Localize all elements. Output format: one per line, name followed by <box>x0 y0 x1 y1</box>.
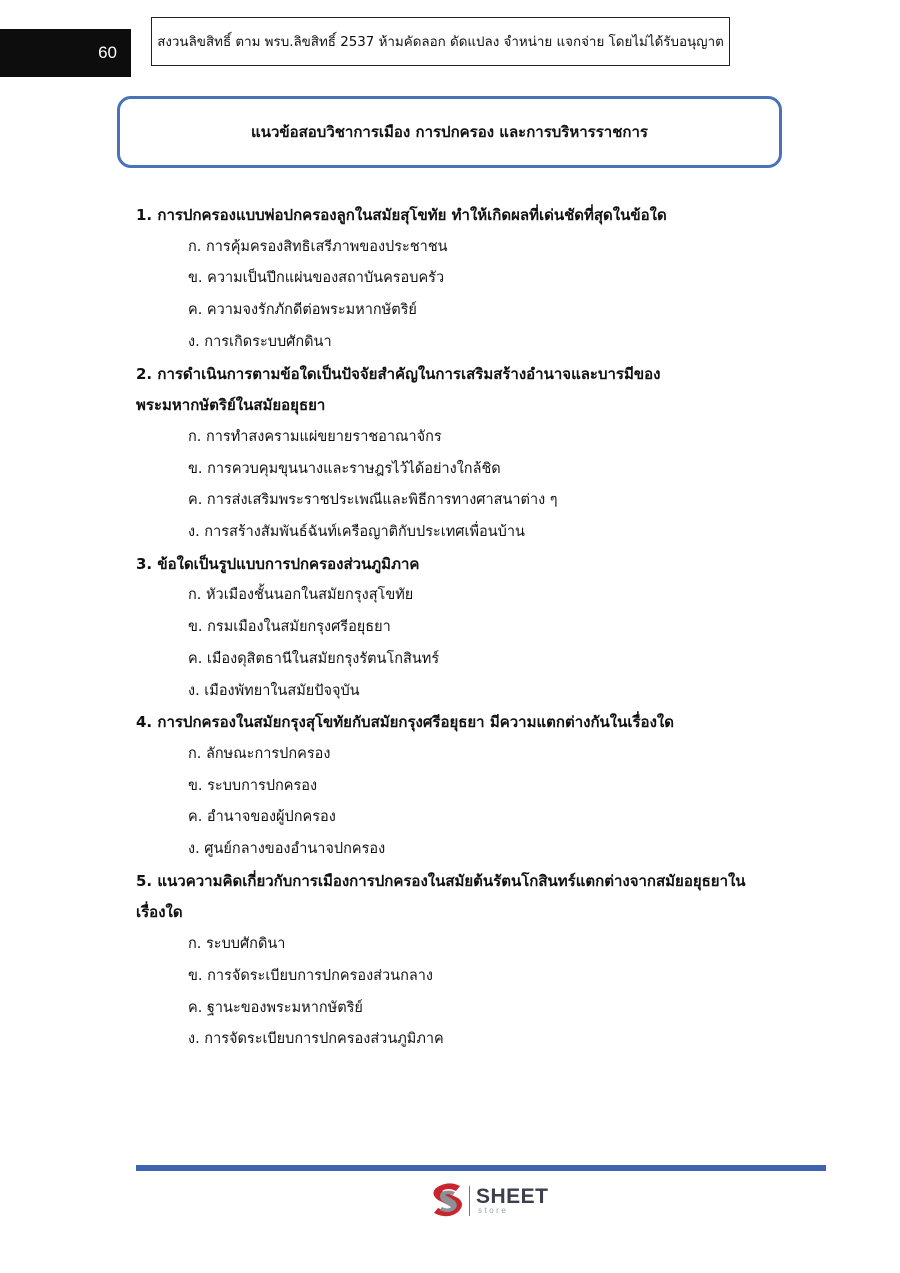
answer-option: ค. ฐานะของพระมหากษัตริย์ <box>188 999 363 1016</box>
question-text: 3. ข้อใดเป็นรูปแบบการปกครองส่วนภูมิภาค <box>136 554 420 573</box>
answer-option: ก. ระบบศักดินา <box>188 936 286 953</box>
answer-option: ข. กรมเมืองในสมัยกรุงศรีอยุธยา <box>188 619 391 636</box>
page-number <box>0 29 131 77</box>
answer-option: ง. การสร้างสัมพันธ์ฉันท์เครือญาติกับประเทศเพื่อนบ้าน <box>188 524 525 541</box>
footer-divider <box>136 1165 826 1171</box>
question-block <box>136 359 796 549</box>
logo-mark-icon <box>433 1183 462 1216</box>
copyright-notice <box>151 17 730 66</box>
question-block <box>136 549 796 708</box>
answer-option: ค. อำนาจของผู้ปกครอง <box>188 809 336 826</box>
question-block <box>136 707 796 866</box>
page-title-box <box>117 96 782 168</box>
answer-option: ก. ลักษณะการปกครอง <box>188 745 331 762</box>
answer-option: ก. การทำสงครามแผ่ขยายราชอาณาจักร <box>188 428 442 445</box>
page-number-text: 60 <box>98 43 117 62</box>
question-block <box>136 866 796 1056</box>
logo-divider <box>469 1186 470 1216</box>
answer-option: ก. หัวเมืองชั้นนอกในสมัยกรุงสุโขทัย <box>188 587 414 604</box>
logo-text: SHEET <box>476 1185 549 1208</box>
answer-option: ค. เมืองดุสิตธานีในสมัยกรุงรัตนโกสินทร์ <box>188 650 440 667</box>
answer-option: ค. การส่งเสริมพระราชประเพณีและพิธีการทางศาสนาต่าง ๆ <box>188 492 558 509</box>
question-text: 1. การปกครองแบบพ่อปกครองลูกในสมัยสุโขทัย ทำให้เกิดผลที่เด่นชัดที่สุดในข้อใด <box>136 206 667 224</box>
question-text: 5. แนวความคิดเกี่ยวกับการเมืองการปกครองในสมัยต้นรัตนโกสินทร์แตกต่างจากสมัยอยุธยาใน <box>136 871 746 890</box>
question-text: พระมหากษัตริย์ในสมัยอยุธยา <box>136 396 326 415</box>
answer-option: ค. ความจงรักภักดีต่อพระมหากษัตริย์ <box>188 302 417 319</box>
question-list <box>136 200 796 1056</box>
copyright-text: สงวนลิขสิทธิ์ ตาม พรบ.ลิขสิทธิ์ 2537 ห้ามคัดลอก ดัดแปลง จำหน่าย แจกจ่าย โดยไม่ได้รับอนุญาต <box>157 35 724 50</box>
answer-option: ง. เมืองพัทยาในสมัยปัจจุบัน <box>188 682 360 699</box>
answer-option: ข. ความเป็นปึกแผ่นของสถาบันครอบครัว <box>188 270 445 287</box>
logo-subtext: store <box>478 1206 509 1215</box>
question-text: 4. การปกครองในสมัยกรุงสุโขทัยกับสมัยกรุงศรีอยุธยา มีความแตกต่างกันในเรื่องใด <box>136 713 674 732</box>
page-title: แนวข้อสอบวิชาการเมือง การปกครอง และการบริหารราชการ <box>251 123 648 141</box>
question-block <box>136 200 796 359</box>
answer-option: ง. การเกิดระบบศักดินา <box>188 333 332 350</box>
answer-option: ข. การจัดระเบียบการปกครองส่วนกลาง <box>188 967 433 984</box>
answer-option: ข. การควบคุมขุนนางและราษฎรไว้ได้อย่างใกล้ชิด <box>188 460 501 477</box>
question-text: 2. การดำเนินการตามข้อใดเป็นปัจจัยสำคัญในการเสริมสร้างอำนาจและบารมีของ <box>136 364 661 383</box>
answer-option: ข. ระบบการปกครอง <box>188 777 318 794</box>
answer-option: ง. การจัดระเบียบการปกครองส่วนภูมิภาค <box>188 1031 444 1048</box>
answer-option: ก. การคุ้มครองสิทธิเสรีภาพของประชาชน <box>188 238 448 255</box>
question-text: เรื่องใด <box>136 903 183 922</box>
answer-option: ง. ศูนย์กลางของอำนาจปกครอง <box>188 841 386 858</box>
